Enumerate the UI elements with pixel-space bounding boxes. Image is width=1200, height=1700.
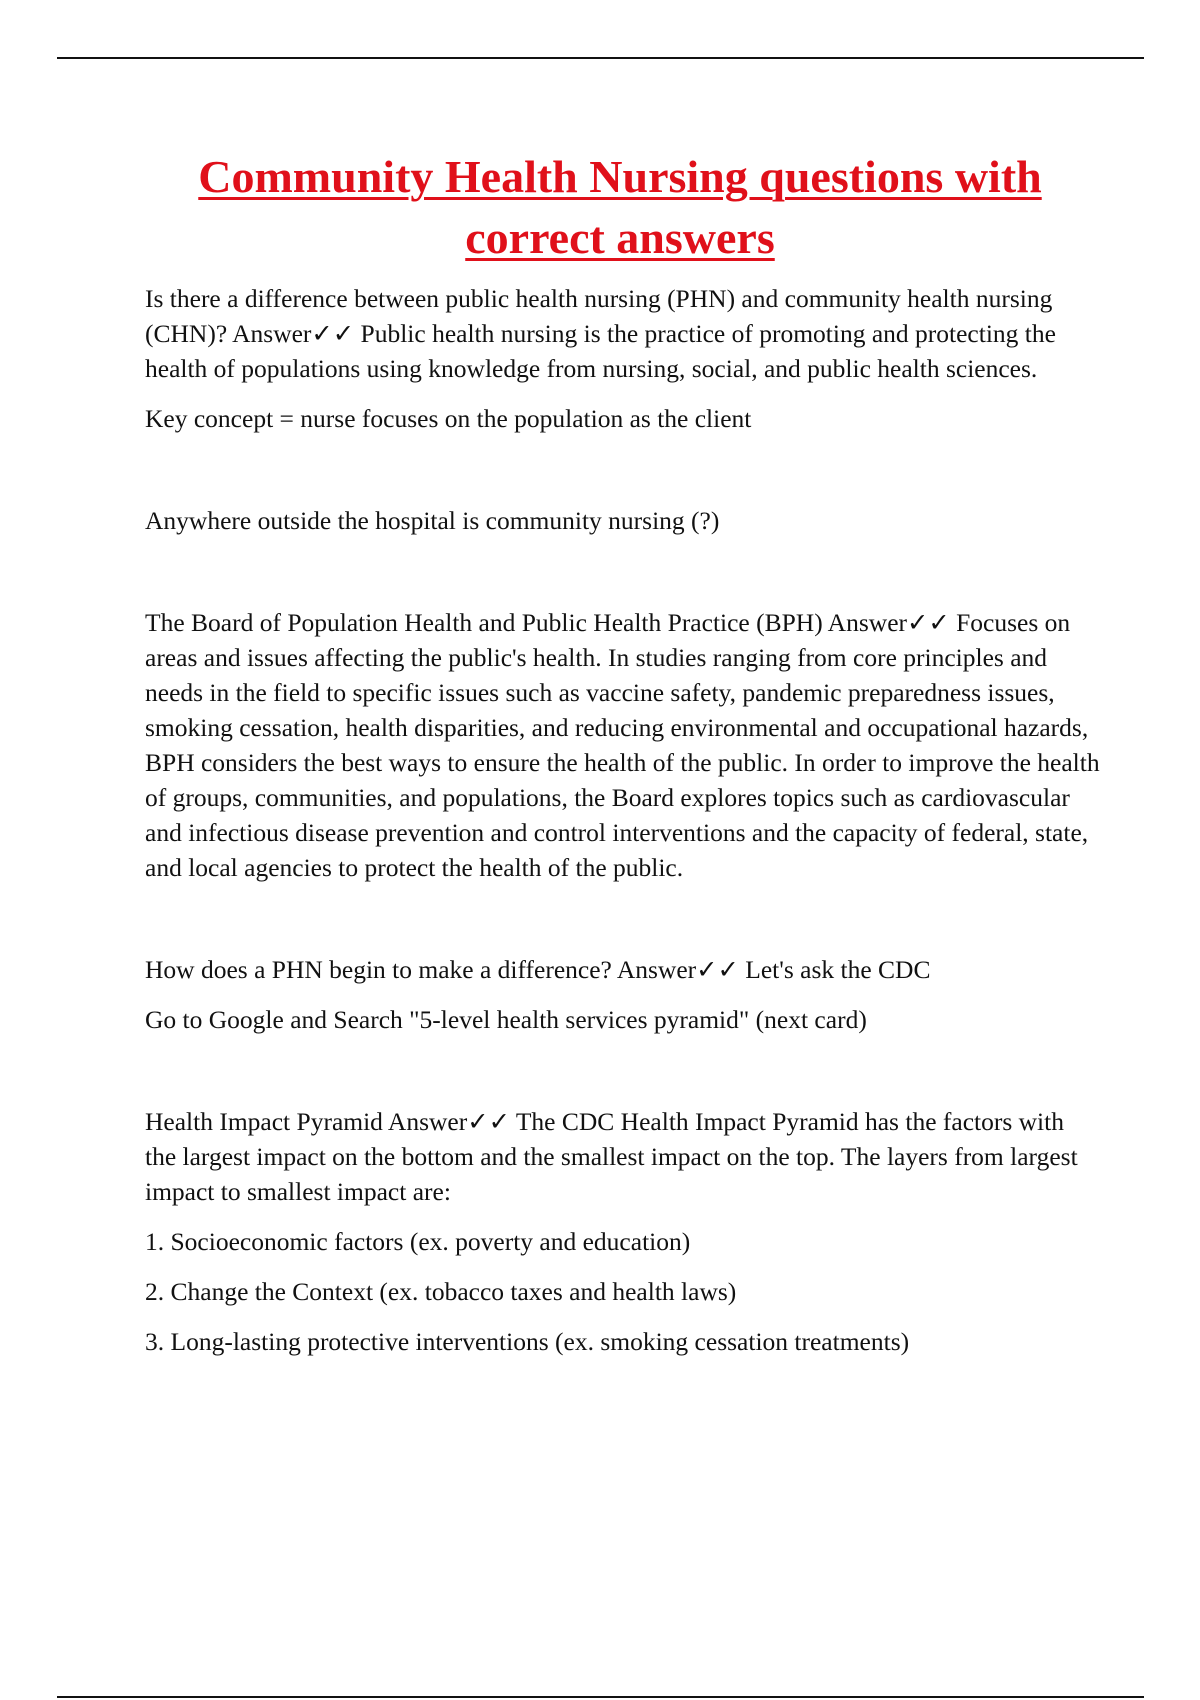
paragraph-health-impact-pyramid: Health Impact Pyramid Answer✓✓ The CDC Health Impact Pyramid has the factors with the largest impact on the bottom and the smallest impact on the top. The layers from largest impact to smallest impact are: xyxy=(145,1107,1078,1206)
paragraph-google-search: Go to Google and Search "5-level health services pyramid" (next card) xyxy=(145,1005,867,1034)
paragraph-outside-hospital: Anywhere outside the hospital is community nursing (?) xyxy=(145,506,720,535)
bottom-rule xyxy=(57,1696,1144,1698)
list-item-1: 1. Socioeconomic factors (ex. poverty and education) xyxy=(145,1227,691,1256)
list-item-2: 2. Change the Context (ex. tobacco taxes and health laws) xyxy=(145,1277,737,1306)
title-line-1: Community Health Nursing questions with xyxy=(198,151,1042,202)
paragraph-bph: The Board of Population Health and Public Health Practice (BPH) Answer✓✓ Focuses on areas and issues affecting the public's health. In studies ranging from core principles and needs in the field to specific issues such as vaccine safety, pandemic preparedness issues, smoking cessation, health disparities, and reducing environmental and occupational hazards, BPH considers the best ways to ensure the health of the public. In order to improve the health of groups, communities, and populations, the Board explores topics such as cardiovascular and infectious disease prevention and control interventions and the capacity of federal, state, and local agencies to protect the health of the public. xyxy=(145,608,1100,882)
list-item-3: 3. Long-lasting protective interventions (ex. smoking cessation treatments) xyxy=(145,1327,910,1356)
document-body xyxy=(145,281,1100,1359)
paragraph-key-concept: Key concept = nurse focuses on the population as the client xyxy=(145,404,752,433)
page-title xyxy=(140,146,1100,268)
paragraph-phn-vs-chn: Is there a difference between public health nursing (PHN) and community health nursing (CHN)? Answer✓✓ Public health nursing is the practice of promoting and protecting the health of populations using knowledge from nursing, social, and public health sciences. xyxy=(145,284,1056,383)
paragraph-phn-difference: How does a PHN begin to make a difference? Answer✓✓ Let's ask the CDC xyxy=(145,955,931,984)
title-line-2: correct answers xyxy=(465,212,775,263)
top-rule xyxy=(57,57,1144,59)
